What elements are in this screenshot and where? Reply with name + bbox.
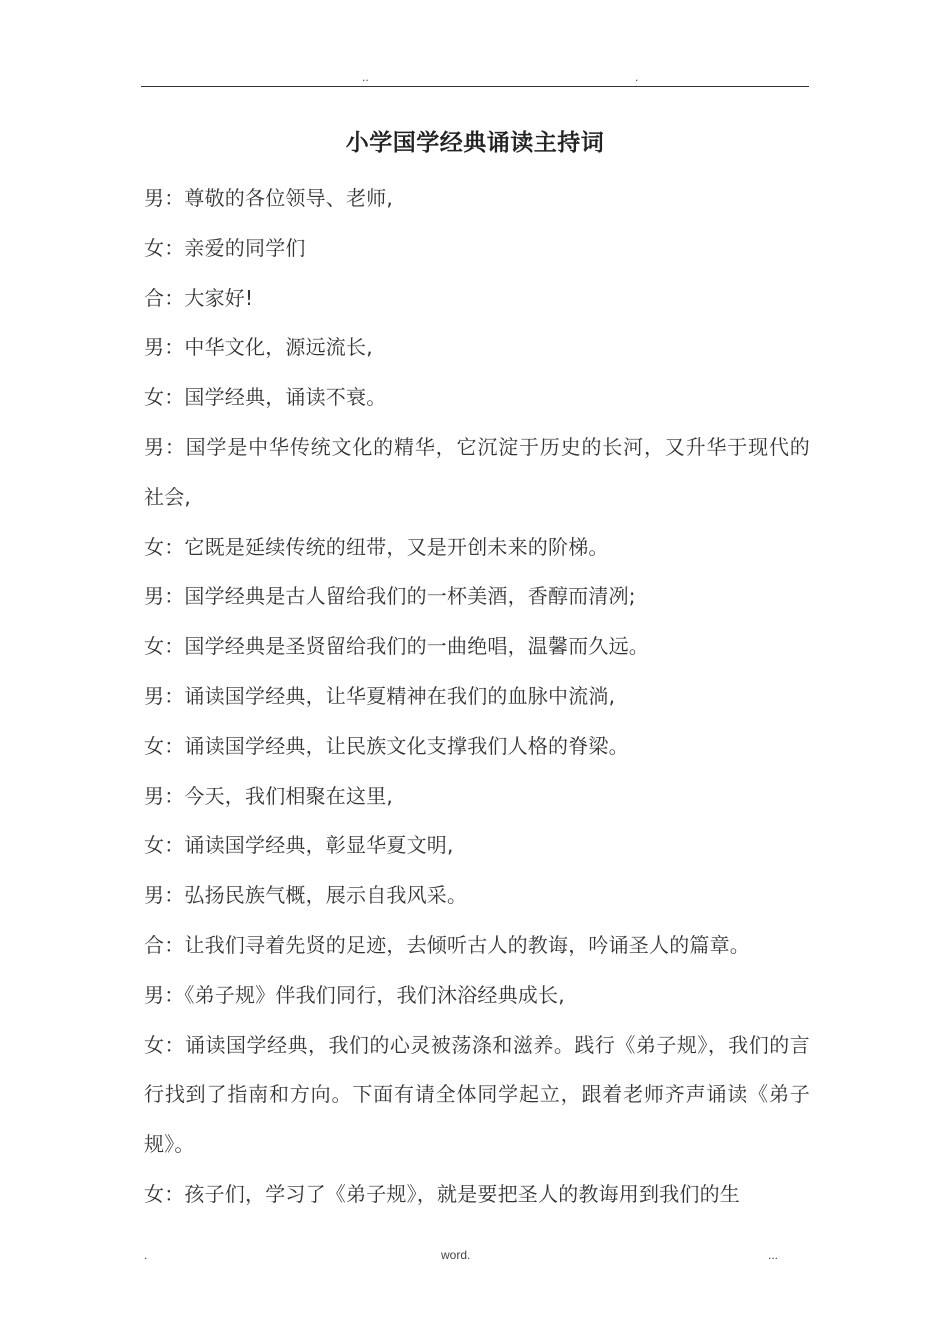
- paragraph: 合：让我们寻着先贤的足迹，去倾听古人的教诲，吟诵圣人的篇章。: [144, 932, 750, 957]
- footer-left-mark: .: [144, 1248, 148, 1262]
- paragraph: 女：它既是延续传统的纽带，又是开创未来的阶梯。: [144, 534, 609, 559]
- header-divider: [141, 86, 809, 87]
- paragraph: 男：弘扬民族气概，展示自我风采。: [144, 883, 468, 908]
- paragraph: 女：诵读国学经典，我们的心灵被荡涤和滋养。践行《弟子规》，我们的言行找到了指南和方向。下面有请全体同学起立，跟着老师齐声诵读《弟子规》。: [144, 1032, 810, 1157]
- paragraph: 女：诵读国学经典，让民族文化支撑我们人格的脊梁。: [144, 733, 629, 758]
- paragraph: 女：诵读国学经典，彰显华夏文明,: [144, 833, 454, 858]
- paragraph: 男：尊敬的各位领导、老师,: [144, 186, 393, 210]
- paragraph: 男：中华文化，源远流长,: [144, 335, 373, 360]
- footer-right-mark: ...: [768, 1248, 779, 1262]
- paragraph: 女：国学经典，诵读不衰。: [144, 385, 387, 410]
- paragraph: 女：孩子们，学习了《弟子规》，就是要把圣人的教诲用到我们的生: [144, 1181, 740, 1206]
- document-title: 小学国学经典诵读主持词: [345, 130, 605, 156]
- paragraph: 男：国学经典是古人留给我们的一杯美酒，香醇而清冽;: [144, 584, 636, 609]
- paragraph: 女：亲爱的同学们: [144, 235, 306, 260]
- paragraph: 男：今天，我们相聚在这里,: [144, 783, 393, 808]
- footer-center-text: word.: [441, 1248, 471, 1262]
- header-right-mark: .: [635, 70, 639, 84]
- paragraph: 男：《弟子规》伴我们同行，我们沐浴经典成长,: [144, 982, 565, 1007]
- document-body: [144, 174, 810, 1220]
- header-left-mark: ..: [362, 70, 369, 84]
- paragraph: 男：诵读国学经典，让华夏精神在我们的血脉中流淌,: [144, 683, 616, 708]
- paragraph: 女：国学经典是圣贤留给我们的一曲绝唱，温馨而久远。: [144, 634, 649, 659]
- paragraph: 合：大家好!: [144, 285, 254, 310]
- paragraph: 男：国学是中华传统文化的精华，它沉淀于历史的长河，又升华于现代的社会,: [144, 434, 810, 509]
